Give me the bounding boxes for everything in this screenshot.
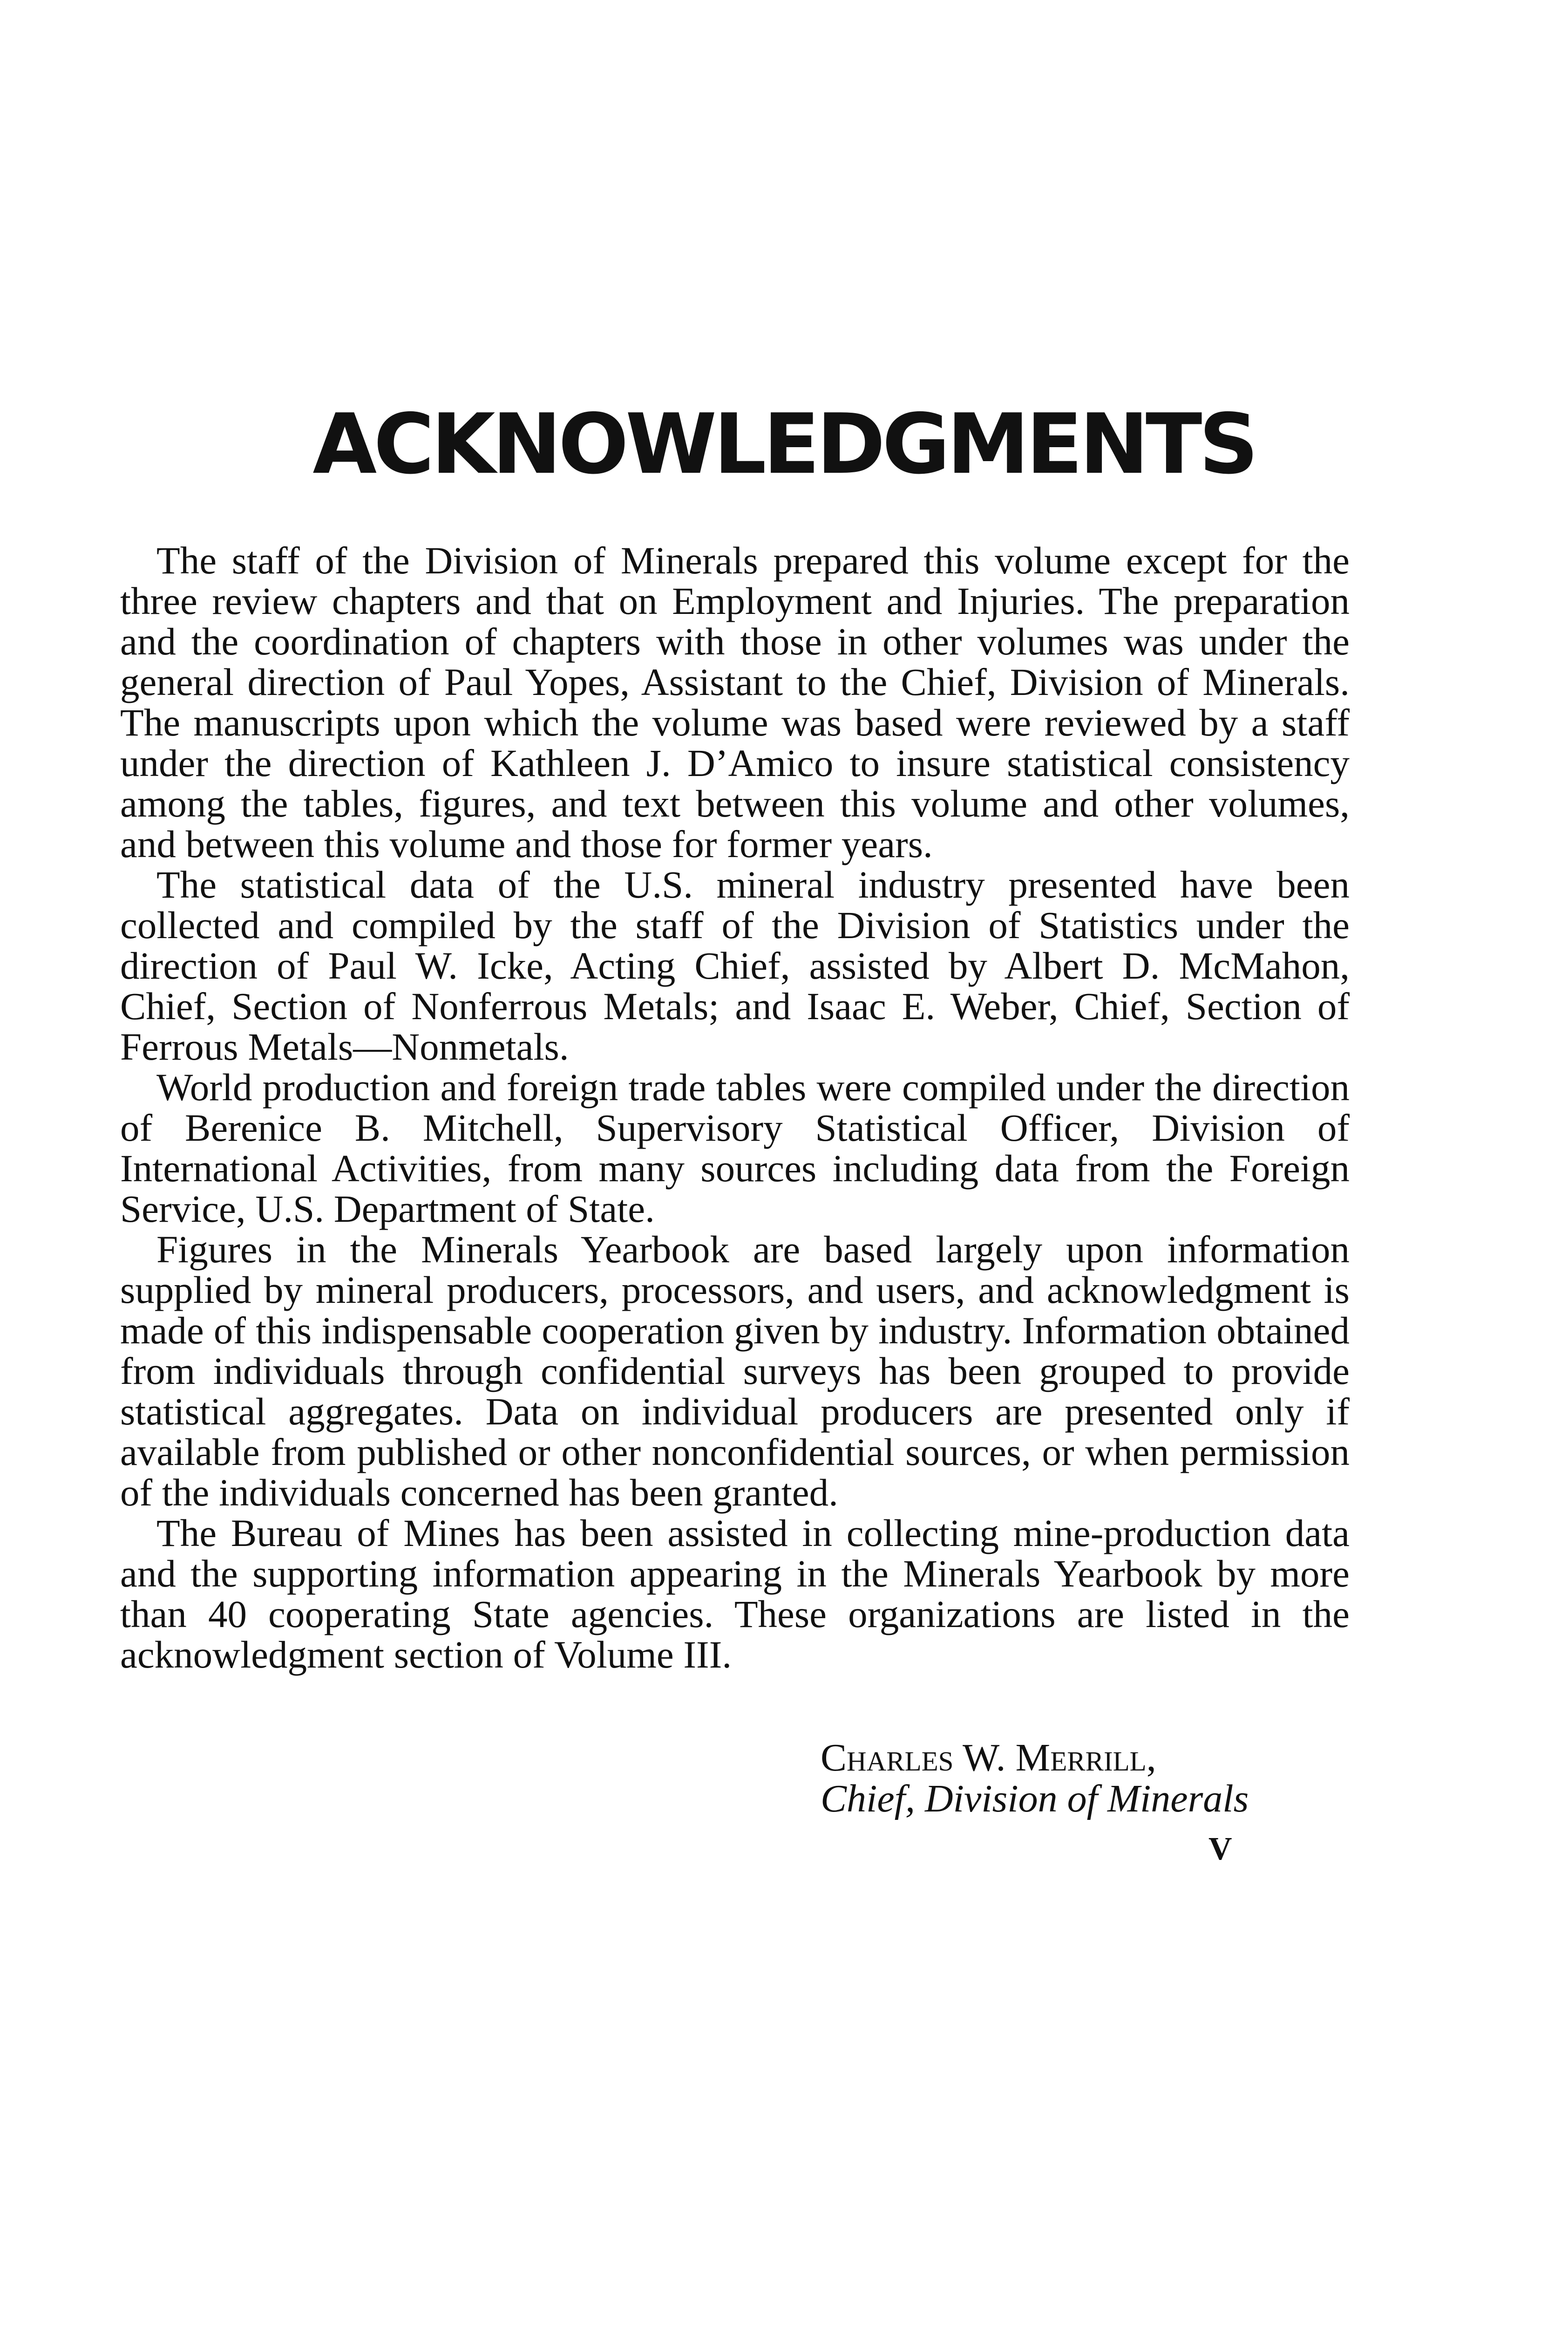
paragraph-division-of-minerals: The staff of the Division of Minerals prepared this volume except for the three review chapters and that on Employment and Injuries. The preparation and the coordination of chapters with those in other volumes was under the general direction of Paul Yopes, Assistant to the Chief, Division of Minerals. The manuscripts upon which the volume was based were reviewed by a staff under the direction of Kathleen J. D’Amico to insure statistical consistency among the tables, figures, and text between this volume and other volumes, and between this volume and those for former years. bbox=[120, 539, 1350, 865]
signer-name: Charles W. Merrill, bbox=[821, 1736, 1156, 1779]
signature-block bbox=[821, 1737, 1249, 1819]
paragraph-statistical-data: The statistical data of the U.S. mineral industry presented have been collected and compiled by the staff of the Division of Statistics under the direction of Paul W. Icke, Acting Chief, assisted by Albert D. McMahon, Chief, Section of Nonferrous Metals; and Isaac E. Weber, Chief, Section of Ferrous Metals—Nonmetals. bbox=[120, 863, 1350, 1068]
page-title: ACKNOWLEDGMENTS bbox=[312, 396, 1256, 492]
paragraph-figures-information: Figures in the Minerals Yearbook are based largely upon information supplied by mineral producers, processors, and users, and acknowledgment is made of this indispensable cooperation given by industry. Information obtained from individuals through confidential surveys has been grouped to provide statistical aggregates. Data on individual producers are presented only if available from published or other nonconfidential sources, or when permission of the individuals concerned has been granted. bbox=[120, 1228, 1350, 1514]
acknowledgments-body bbox=[120, 540, 1350, 1675]
page-number: V bbox=[1208, 1831, 1232, 1867]
signer-title: Chief, Division of Minerals bbox=[821, 1777, 1249, 1820]
paragraph-state-agencies: The Bureau of Mines has been assisted in collecting mine-production data and the supporting information appearing in the Minerals Yearbook by more than 40 cooperating State agencies. These organizations are listed in the acknowledgment section of Volume III. bbox=[120, 1512, 1350, 1676]
paragraph-world-production: World production and foreign trade tables were compiled under the direction of Berenice B. Mitchell, Supervisory Statistical Officer, Division of International Activities, from many sources including data from the Foreign Service, U.S. Department of State. bbox=[120, 1066, 1350, 1230]
